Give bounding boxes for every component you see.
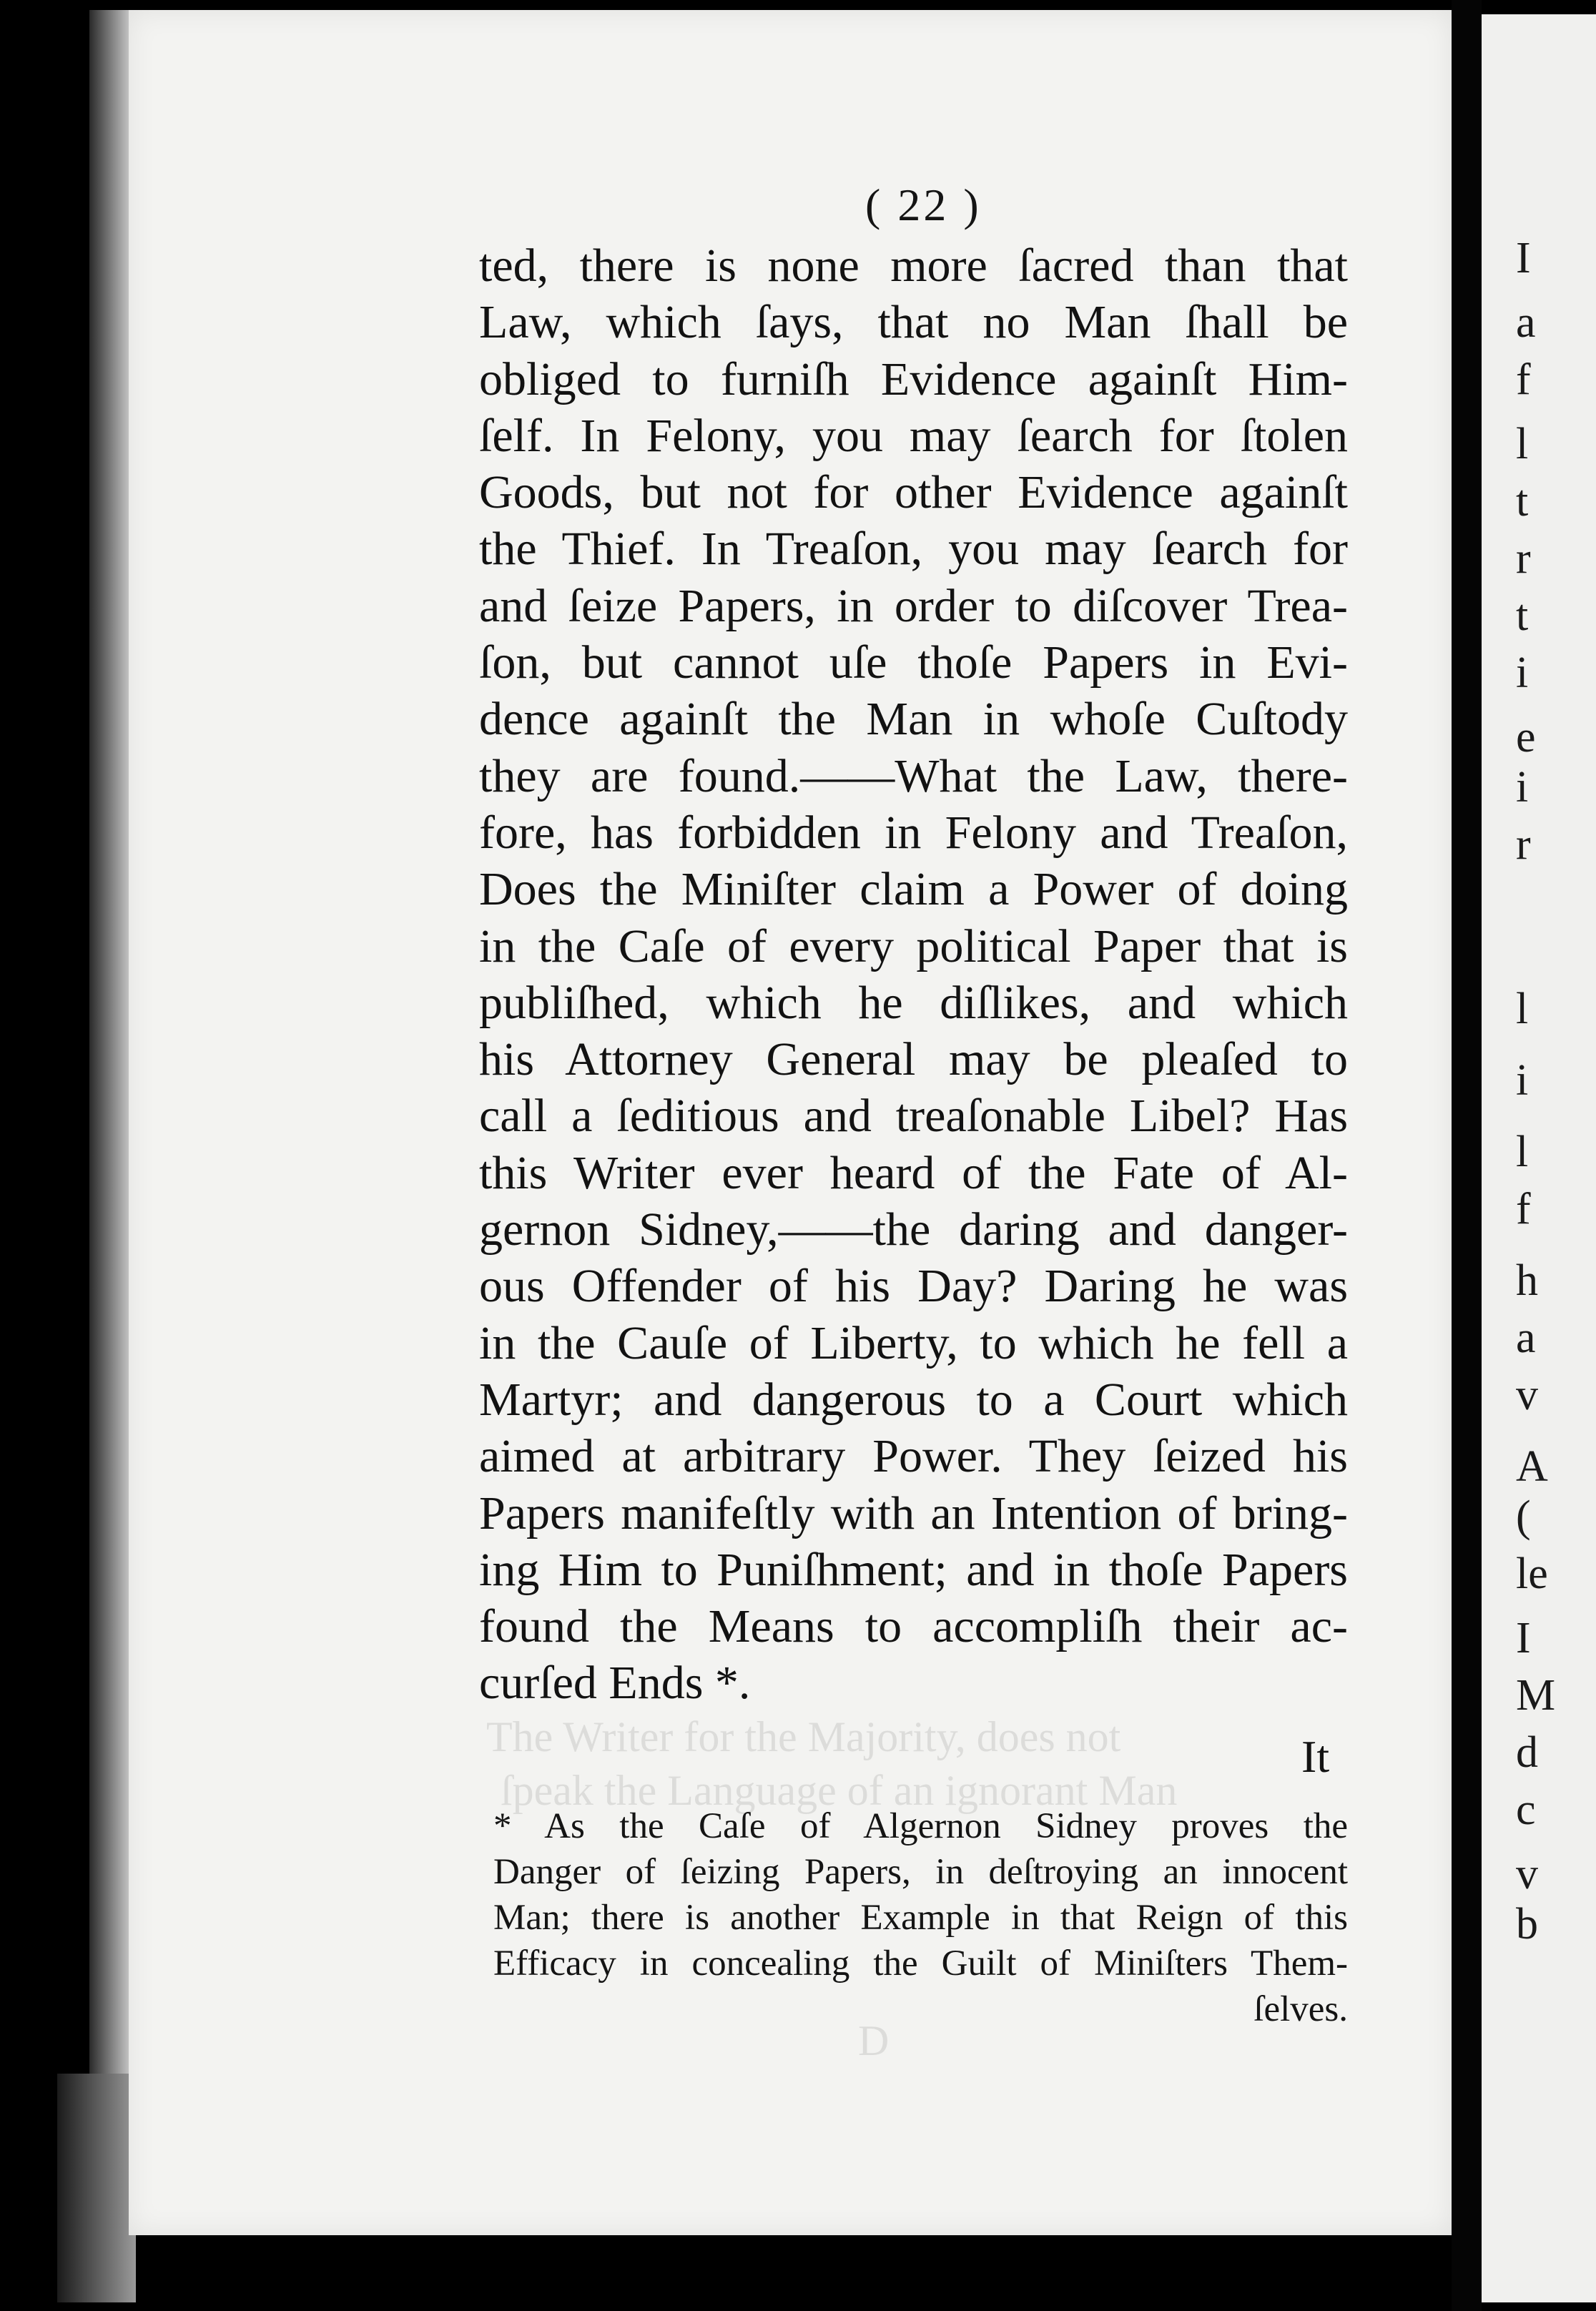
footnote (493, 1803, 1348, 2032)
bleed-through-text: The Writer for the Majority, does not (486, 1713, 1121, 1760)
facing-page-fragment: le (1516, 1549, 1548, 1598)
facing-page-fragment: v (1516, 1850, 1538, 1898)
facing-page-fragment: l (1516, 985, 1529, 1033)
facing-page-fragment: c (1516, 1785, 1536, 1834)
text-line: gernon Sidney,——the daring and danger- (479, 1203, 1348, 1256)
facing-page-fragment: M (1516, 1671, 1556, 1720)
text-line: aimed at arbitrary Power. They ſeized his (479, 1430, 1348, 1483)
text-line: obliged to furniſh Evidence againſt Him- (479, 353, 1348, 405)
footnote-line: ſelves. (1253, 1989, 1348, 2029)
facing-page-fragment: A (1516, 1442, 1548, 1491)
facing-page-fragment: I (1516, 234, 1531, 282)
facing-page-fragment: f (1516, 355, 1531, 404)
text-line: ous Offender of his Day? Daring he was (479, 1260, 1348, 1313)
gutter (1452, 0, 1482, 2311)
page-edge-shadow-bottom (57, 2074, 136, 2302)
text-line: the Thief. In Treaſon, you may ſearch for (479, 523, 1348, 576)
facing-page-fragment: I (1516, 1614, 1531, 1662)
text-line: ted, there is none more ſacred than that (479, 240, 1348, 292)
text-line: ing Him to Puniſhment; and in thoſe Papers (479, 1543, 1348, 1596)
facing-page-fragment: l (1516, 420, 1529, 468)
facing-page-fragment: a (1516, 298, 1536, 347)
facing-page-fragment: t (1516, 477, 1529, 526)
facing-page-fragment: l (1516, 1128, 1529, 1176)
facing-page-fragment: i (1516, 649, 1529, 697)
footnote-line: * As the Caſe of Algernon Sidney proves the (493, 1806, 1348, 1846)
text-line: found the Means to accompliſh their ac- (479, 1600, 1348, 1653)
facing-page-fragment: a (1516, 1314, 1536, 1362)
text-line: call a ſeditious and treaſonable Libel? Has (479, 1090, 1348, 1143)
facing-page-fragment: t (1516, 591, 1529, 640)
facing-page-fragment: i (1516, 763, 1529, 812)
page-edge-shadow (89, 10, 132, 2298)
facing-page-fragment: ( (1516, 1492, 1531, 1541)
footnote-line: Danger of ſeizing Papers, in deſtroying an innocent (493, 1852, 1348, 1892)
text-line: Martyr; and dangerous to a Court which (479, 1373, 1348, 1426)
text-line: fore, has forbidden in Felony and Treaſon, (479, 806, 1348, 859)
text-line: in the Caſe of every political Paper that is (479, 920, 1348, 972)
text-line: Papers manifeſtly with an Intention of bring- (479, 1487, 1348, 1539)
catchword: It (1301, 1731, 1330, 1782)
text-line: Goods, but not for other Evidence againſt (479, 466, 1348, 519)
text-line: in the Cauſe of Liberty, to which he fell a (479, 1316, 1348, 1369)
facing-page-fragment: f (1516, 1185, 1531, 1233)
facing-page-fragment: e (1516, 713, 1536, 762)
bleed-through-text: ſpeak the Language of an ignorant Man (501, 1767, 1178, 1814)
text-line: they are found.——What the Law, there- (479, 749, 1348, 802)
facing-page-fragment: h (1516, 1256, 1538, 1305)
facing-page-fragment: b (1516, 1900, 1538, 1948)
body-text (479, 237, 1348, 1712)
facing-page-fragment: v (1516, 1371, 1538, 1419)
text-line: curſed Ends *. (479, 1657, 751, 1710)
text-line: ſon, but cannot uſe thoſe Papers in Evi- (479, 636, 1348, 689)
footnote-line: Man; there is another Example in that Reign of this (493, 1898, 1348, 1938)
facing-page-fragment: r (1516, 820, 1531, 869)
text-line: Does the Miniſter claim a Power of doing (479, 863, 1348, 916)
text-line: ſelf. In Felony, you may ſearch for ſtolen (479, 409, 1348, 462)
text-line: and ſeize Papers, in order to diſcover Trea- (479, 579, 1348, 632)
text-line: Law, which ſays, that no Man ſhall be (479, 296, 1348, 349)
bleed-through-text: D (858, 2017, 890, 2064)
footnote-line: Efficacy in concealing the Guilt of Miniſters Them- (493, 1943, 1348, 1984)
text-line: his Attorney General may be pleaſed to (479, 1033, 1348, 1086)
facing-page-fragment: d (1516, 1728, 1538, 1777)
text-line: publiſhed, which he diſlikes, and which (479, 976, 1348, 1029)
facing-page-fragment: i (1516, 1056, 1529, 1105)
text-line: dence againſt the Man in whoſe Cuſtody (479, 693, 1348, 746)
facing-page (1482, 14, 1596, 2302)
page-number-heading: ( 22 ) (865, 179, 982, 230)
text-line: this Writer ever heard of the Fate of Al- (479, 1146, 1348, 1199)
facing-page-fragment: r (1516, 534, 1531, 583)
